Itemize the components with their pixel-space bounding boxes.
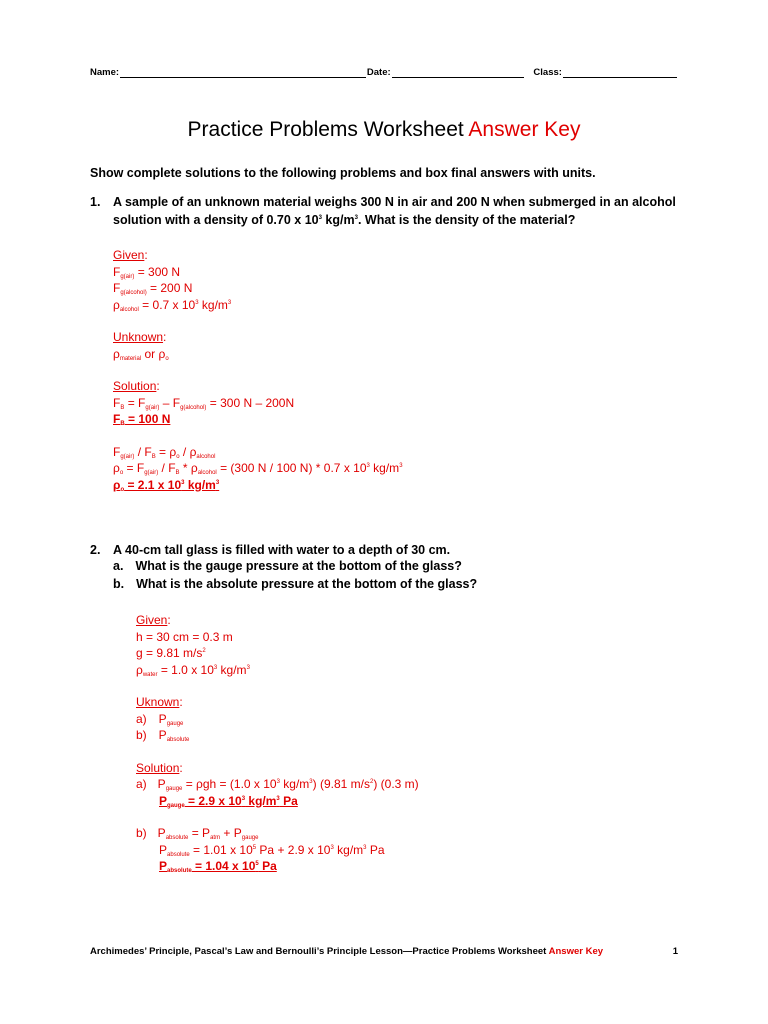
question-1: 1. A sample of an unknown material weighs 300 N in air and 200 N when submerged in an alcohol solution with a density of 0.70 x $10^3$ $kg/m^3$. What is the density of the material? xyxy=(90,195,676,227)
name-line[interactable] xyxy=(120,67,366,78)
q2-answer: Given: h = 30 cm = 0.3 m g = 9.81 $m/s^2$ $\rho_{water} = 1.0$ x $10^3$ $kg/m^3$ Uknown: a) $P_{gauge}$ b) $P_{absolute}$ Solution: a) $P_{gauge} = \rho gh = (1.0$ x $10^3$ $kg/m^3$) (9.81 $m/s^2$) (0.3 m) $P_{gauge} = 2.9$ x $10^3$ $kg/m^3$ Pa b) $P_{absolute} = P_{atm} + P_{gauge}$ $P_{absolute} = 1.01$ x $10^5$ Pa + 2.9 x $10^3$ $kg/m^3$ Pa $P_{absolute} = 1.04$ x $10^5$ Pa xyxy=(136,613,419,874)
date-label: Date: xyxy=(366,67,391,78)
name-label: Name: xyxy=(90,67,120,78)
q1-fb-answer: $F_B = 100$ N xyxy=(113,412,171,427)
class-label: Class: xyxy=(533,67,562,78)
class-line[interactable] xyxy=(563,67,677,78)
header-fields xyxy=(90,67,678,78)
instructions: Show complete solutions to the following problems and box final answers with units. xyxy=(90,166,596,180)
q1-answer: Given: $F_{g(air)} = 300$ N $F_{g(alcohol)} = 200$ N $\rho_{alcohol} = 0.7$ x $10^3$ $kg/m^3$ Unknown: $\rho_{material}$ or $\rho_o$ Solution: $F_B = F_{g(air)} - F_{g(alcohol)} = 300$ N – 200N $F_B = 100$ N $F_{g(air)} / F_B = \rho_o / \rho_{alcohol}$ $\rho_o = F_{g(air)} / F_B * \rho_{alcohol} = (300$ N / 100 N) * 0.7 x $10^3$ $kg/m^3$ $\rho_o = 2.1$ x $10^3$ $kg/m^3$ xyxy=(113,248,403,493)
footer-text: Archimedes’ Principle, Pascal’s Law and Bernoulli’s Principle Lesson—Practice Problems Worksheet Answer Key xyxy=(90,946,604,957)
q1-final-answer: $\rho_o = 2.1$ x $10^3$ $kg/m^3$ xyxy=(113,477,220,493)
q2b-final-answer: $P_{absolute} = 1.04$ x $10^5$ Pa xyxy=(159,859,277,874)
q2a-final-answer: $P_{gauge} = 2.9$ x $10^3$ $kg/m^3$ Pa xyxy=(159,793,298,809)
question-2: 2. A 40-cm tall glass is filled with water to a depth of 30 cm. xyxy=(90,543,451,557)
date-line[interactable] xyxy=(392,67,525,78)
page-title: Practice Problems Worksheet Answer Key xyxy=(187,118,581,141)
q2-part-a: a. What is the gauge pressure at the bottom of the glass? xyxy=(113,559,462,573)
q2-part-b: b. What is the absolute pressure at the bottom of the glass? xyxy=(113,577,478,591)
page-footer xyxy=(90,946,678,957)
page-number: 1 xyxy=(672,946,678,957)
